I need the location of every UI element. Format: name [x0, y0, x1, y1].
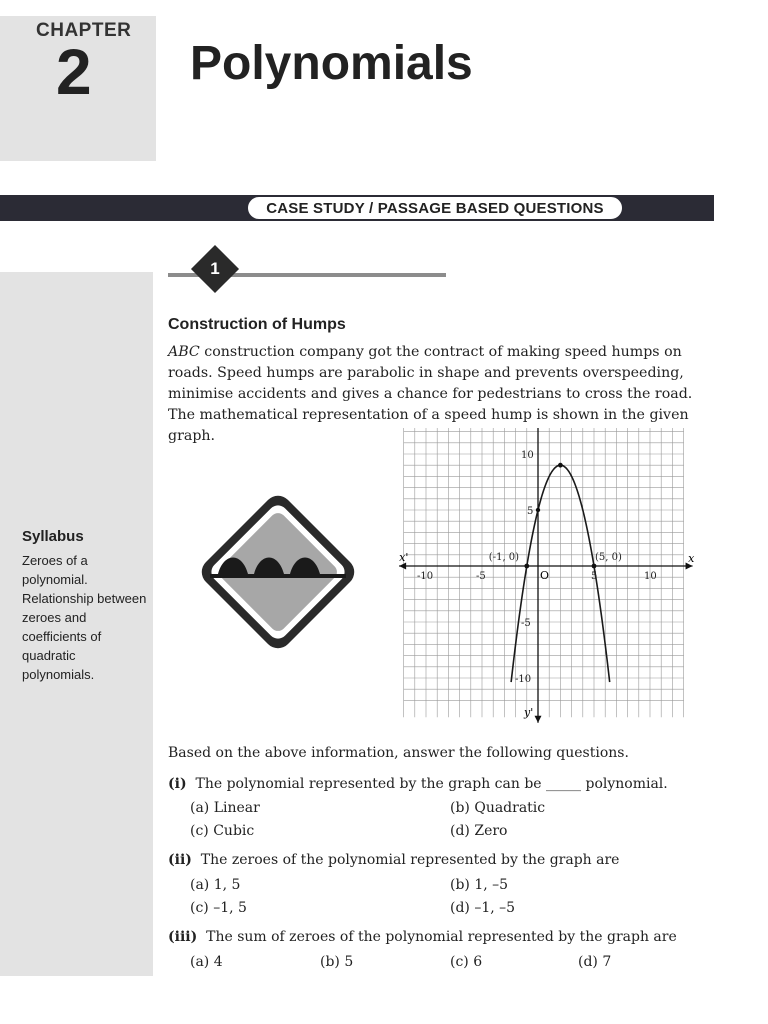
vertex-point — [558, 463, 563, 468]
question-number: (iii) — [168, 929, 198, 945]
y-tick-label: -10 — [515, 674, 532, 685]
question-1 — [168, 776, 668, 792]
option-1a: (a) Linear — [190, 800, 260, 816]
question-text: The sum of zeroes of the polynomial represented by the graph are — [206, 929, 677, 945]
case-paragraph-text: construction company got the contract of making speed humps on roads. Speed humps are parabolic in shape and prevents overspeeding, minimise accidents and gives a chance for pedestrians to cross the road. The mathematical representation of a speed hump is shown in the given graph. — [168, 344, 693, 444]
option-3a: (a) 4 — [190, 954, 223, 970]
chapter-label: CHAPTER — [36, 20, 132, 41]
option-1c: (c) Cubic — [190, 823, 255, 839]
y-neg-axis-arrow — [535, 716, 542, 723]
root-point — [592, 564, 597, 569]
root-point — [524, 564, 529, 569]
x-tick-label: -5 — [476, 571, 486, 582]
speed-hump-sign-icon — [188, 482, 368, 662]
question-2 — [168, 852, 619, 868]
section-banner-label: CASE STUDY / PASSAGE BASED QUESTIONS — [246, 195, 624, 221]
case-title: Construction of Humps — [168, 316, 346, 333]
y-tick-label: 5 — [527, 506, 534, 517]
syllabus-text: Zeroes of a polynomial. Relationship between zeroes and coefficients of quadratic polynomials. — [22, 553, 147, 682]
x-tick-label: -10 — [417, 571, 434, 582]
y-intercept-point — [536, 508, 540, 512]
x-tick-label: 5 — [591, 571, 598, 582]
y-tick-label: 10 — [521, 450, 534, 461]
origin-label: O — [540, 569, 550, 582]
question-number: (i) — [168, 776, 187, 792]
root-point-label: (5, 0) — [595, 552, 622, 563]
y-tick-label: -5 — [521, 618, 531, 629]
option-3b: (b) 5 — [320, 954, 354, 970]
option-1b: (b) Quadratic — [450, 800, 546, 816]
option-3d: (d) 7 — [578, 954, 612, 970]
questions-intro: Based on the above information, answer the following questions. — [168, 745, 629, 761]
option-2a: (a) 1, 5 — [190, 877, 241, 893]
company-name: ABC — [168, 344, 200, 360]
page-title: Polynomials — [190, 37, 473, 90]
quadratic-graph — [396, 428, 696, 728]
option-2b: (b) 1, –5 — [450, 877, 509, 893]
option-1d: (d) Zero — [450, 823, 508, 839]
x-neg-axis-label: x' — [399, 551, 409, 564]
chapter-number: 2 — [56, 36, 92, 108]
x-tick-label: 10 — [644, 571, 657, 582]
question-3 — [168, 929, 677, 945]
question-number: (ii) — [168, 852, 192, 868]
root-point-label: (-1, 0) — [488, 552, 520, 563]
question-text: The zeroes of the polynomial represented by the graph are — [200, 852, 620, 868]
case-number: 1 — [210, 259, 220, 278]
option-2d: (d) –1, –5 — [450, 900, 516, 916]
syllabus-heading: Syllabus — [22, 528, 84, 545]
x-axis-label: x — [688, 552, 695, 565]
option-3c: (c) 6 — [450, 954, 483, 970]
question-text: The polynomial represented by the graph can be _____ polynomial. — [195, 776, 668, 792]
option-2c: (c) –1, 5 — [190, 900, 247, 916]
y-neg-axis-label: y' — [524, 706, 534, 720]
